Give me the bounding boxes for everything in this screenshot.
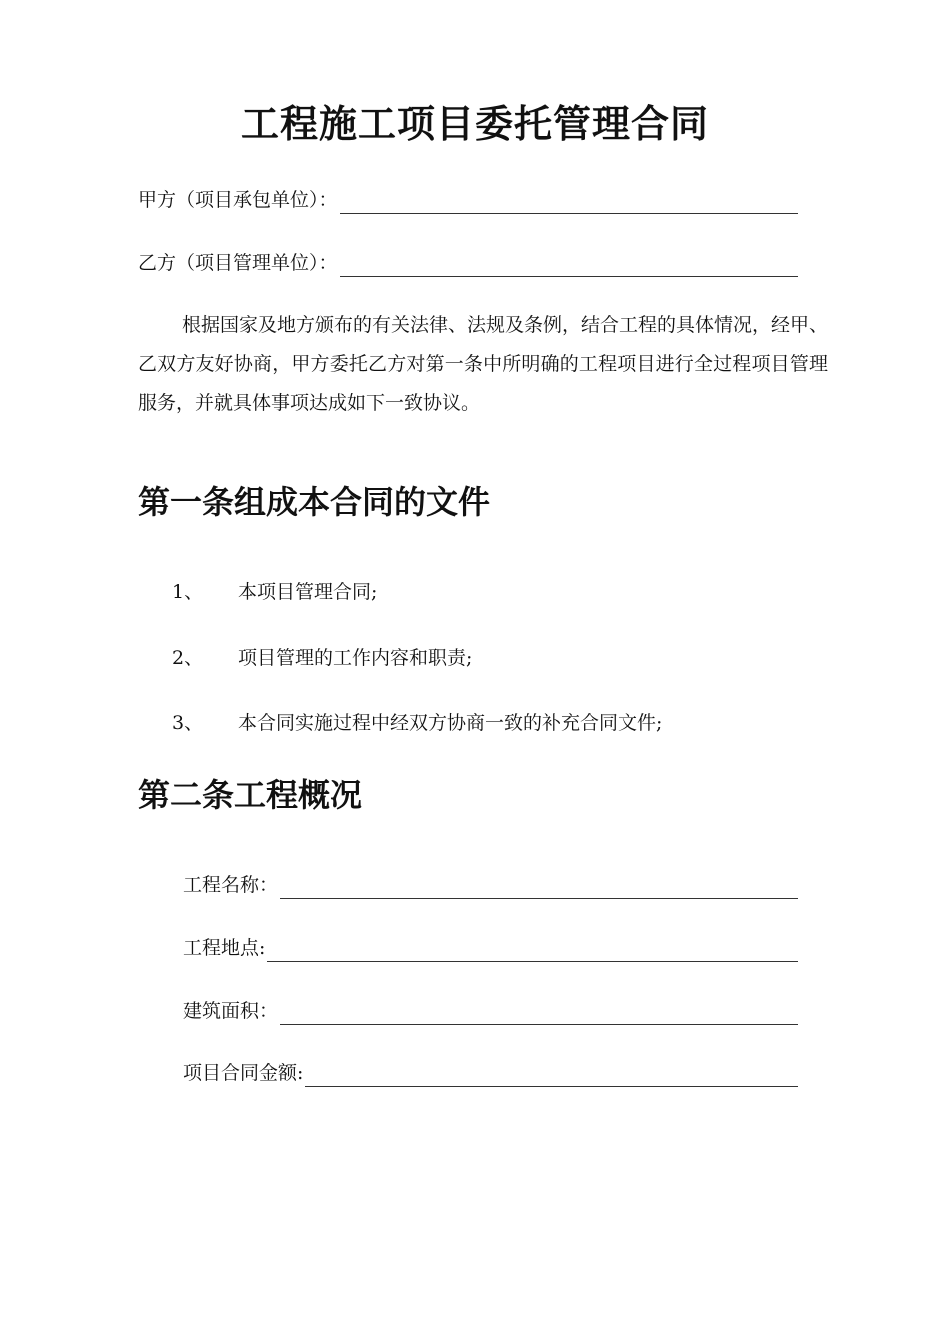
list-item-text: 本项目管理合同; (238, 581, 378, 603)
project-location-blank-line[interactable] (267, 941, 798, 962)
list-item-number: 3、 (172, 712, 204, 734)
party-b-label: 乙方（项目管理单位）： (138, 252, 338, 274)
contract-amount-blank-line[interactable] (305, 1066, 798, 1087)
list-item-text: 项目管理的工作内容和职责; (238, 647, 473, 669)
building-area-blank-line[interactable] (280, 1004, 798, 1025)
section-1-heading: 第一条组成本合同的文件 (138, 483, 491, 521)
party-b-blank-line[interactable] (340, 256, 798, 277)
contract-amount-row (183, 1059, 798, 1087)
list-item (172, 578, 377, 606)
list-item (172, 644, 472, 672)
project-location-row (183, 934, 798, 962)
building-area-label: 建筑面积： (183, 1000, 279, 1022)
contract-amount-label: 项目合同金额: (183, 1062, 304, 1084)
section-2-heading: 第二条工程概况 (138, 776, 363, 814)
list-item-number: 1、 (172, 581, 204, 603)
building-area-row (183, 997, 798, 1025)
document-title: 工程施工项目委托管理合同 (240, 102, 709, 146)
project-location-label: 工程地点: (183, 937, 266, 959)
party-a-label: 甲方（项目承包单位）： (138, 189, 338, 211)
party-a-row (138, 186, 798, 214)
party-a-blank-line[interactable] (340, 193, 798, 214)
party-b-row (138, 249, 798, 277)
list-item (172, 709, 662, 737)
project-name-label: 工程名称： (183, 874, 279, 896)
project-name-blank-line[interactable] (280, 878, 798, 899)
intro-paragraph: 根据国家及地方颁布的有关法律、法规及条例，结合工程的具体情况，经甲、乙双方友好协商，甲方委托乙方对第一条中所明确的工程项目进行全过程项目管理服务，并就具体事项达成如下一致协议。 (138, 314, 829, 414)
list-item-number: 2、 (172, 647, 204, 669)
project-name-row (183, 871, 798, 899)
list-item-text: 本合同实施过程中经双方协商一致的补充合同文件; (238, 712, 663, 734)
